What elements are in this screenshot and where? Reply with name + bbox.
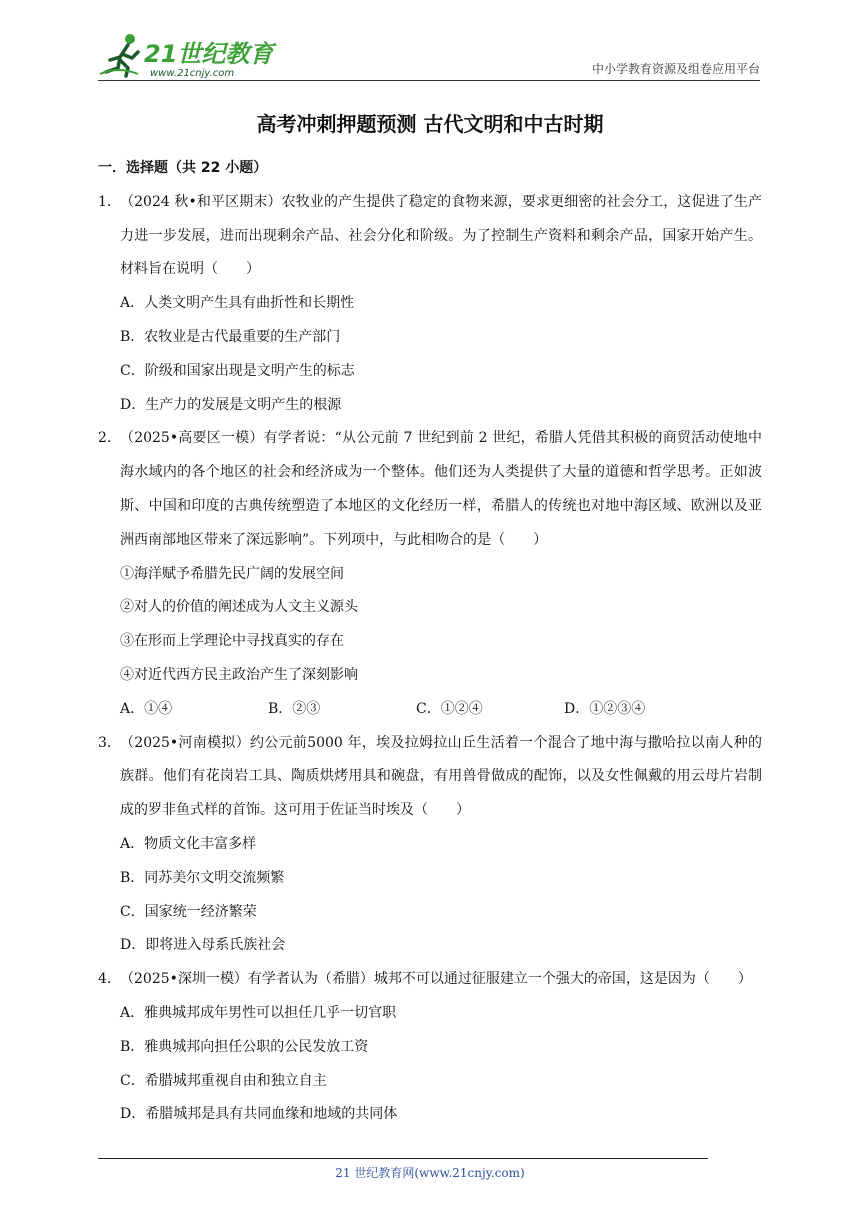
- question-stem: [98, 727, 762, 828]
- question-number: 3．: [98, 734, 121, 751]
- statement-1: ①海洋赋予希腊先民广阔的发展空间: [120, 565, 344, 582]
- question-3: [98, 727, 762, 964]
- question-text: （2025•深圳一模）有学者认为（希腊）城邦不可以通过征服建立一个强大的帝国，这是因为（ ）: [120, 971, 752, 988]
- question-number: 1．: [98, 193, 121, 210]
- option-c[interactable]: C．希腊城邦重视自由和独立自主: [120, 1072, 327, 1089]
- option-d[interactable]: D．希腊城邦是具有共同血缘和地域的共同体: [120, 1106, 398, 1123]
- question-number: 4．: [98, 971, 121, 988]
- footer-link[interactable]: 21 世纪教育网(www.21cnjy.com): [335, 1166, 525, 1180]
- option-a[interactable]: A．①④: [120, 700, 173, 717]
- option-c[interactable]: C．①②④: [416, 700, 483, 717]
- option-a[interactable]: A．物质文化丰富多样: [120, 835, 257, 852]
- option-b[interactable]: B．同苏美尔文明交流频繁: [120, 869, 285, 886]
- option-c[interactable]: C．国家统一经济繁荣: [120, 903, 257, 920]
- platform-name: 中小学教育资源及组卷应用平台: [591, 62, 760, 76]
- section-heading: 一．选择题（共 22 小题）: [98, 160, 268, 176]
- option-b[interactable]: B．雅典城邦向担任公职的公民发放工资: [120, 1038, 369, 1055]
- question-1: [98, 186, 762, 423]
- option-a[interactable]: A．雅典城邦成年男性可以担任几乎一切官职: [120, 1004, 397, 1021]
- question-stem: [98, 186, 762, 287]
- statement-3: ③在形而上学理论中寻找真实的存在: [120, 633, 344, 650]
- option-c[interactable]: C．阶级和国家出现是文明产生的标志: [120, 362, 355, 379]
- option-d[interactable]: D．①②③④: [564, 700, 646, 717]
- question-4: [98, 963, 762, 1132]
- option-a[interactable]: A．人类文明产生具有曲折性和长期性: [120, 295, 355, 312]
- statement-2: ②对人的价值的阐述成为人文主义源头: [120, 599, 358, 616]
- question-text: （2024 秋•和平区期末）农牧业的产生提供了稳定的食物来源，要求更细密的社会分工，这促进了生产力进一步发展，进而出现剩余产品、社会分化和阶级。为了控制生产资料和剩余产品，国家开始产生。材料旨在说明（ ）: [120, 193, 762, 278]
- question-stem: [98, 963, 762, 997]
- runner-icon: [100, 34, 138, 76]
- site-logo: [98, 30, 278, 80]
- option-b[interactable]: B．②③: [268, 700, 321, 717]
- header-divider: [98, 80, 760, 81]
- logo-text: 21世纪教育: [144, 40, 274, 68]
- option-d[interactable]: D．即将进入母系氏族社会: [120, 937, 286, 954]
- document-body: [98, 152, 762, 1132]
- question-text: （2025•河南模拟）约公元前5000 年，埃及拉姆拉山丘生活着一个混合了地中海与撒哈拉以南人种的族群。他们有花岗岩工具、陶质烘烤用具和碗盘，有用兽骨做成的配饰，以及女性佩戴的用云母片岩制成的罗非鱼式样的首饰。这可用于佐证当时埃及（ ）: [120, 734, 762, 819]
- question-stem: [98, 422, 762, 557]
- question-text: （2025•高要区一模）有学者说：“从公元前 7 世纪到前 2 世纪，希腊人凭借其积极的商贸活动使地中海水域内的各个地区的社会和经济成为一个整体。他们还为人类提供了大量的道德和哲学思考。正如波斯、中国和印度的古典传统塑造了本地区的文化经历一样，希腊人的传统也对地中海区域、欧洲以及亚洲西南部地区带来了深远影响”。下列项中，与此相吻合的是（ ）: [120, 430, 762, 548]
- logo-url: www.21cnjy.com: [150, 68, 235, 79]
- footer-divider: [98, 1158, 708, 1159]
- question-2: [98, 422, 762, 726]
- question-number: 2．: [98, 430, 121, 447]
- option-d[interactable]: D．生产力的发展是文明产生的根源: [120, 396, 342, 413]
- page-header: [98, 30, 760, 82]
- option-row: [98, 693, 762, 727]
- statement-4: ④对近代西方民主政治产生了深刻影响: [120, 666, 358, 683]
- option-b[interactable]: B．农牧业是古代最重要的生产部门: [120, 328, 341, 345]
- page-title: 高考冲刺押题预测 古代文明和中古时期: [256, 112, 604, 136]
